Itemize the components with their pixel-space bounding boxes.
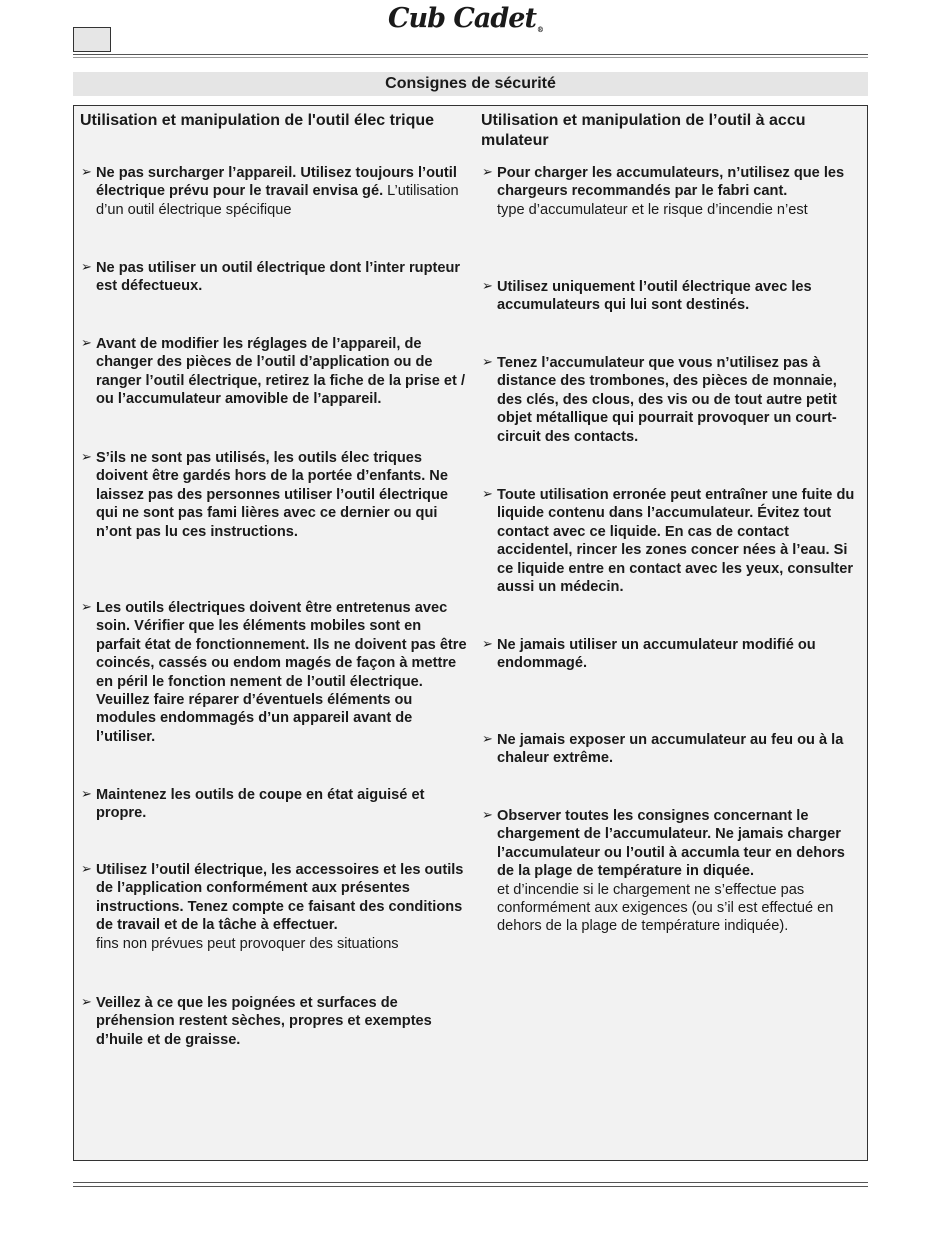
item-bold-text: Pour charger les accumulateurs, n’utilisez que les chargeurs recommandés par le fabri cant. — [497, 165, 845, 200]
registered-mark: ® — [536, 25, 543, 34]
bullet-arrow-icon: ➢ — [482, 279, 493, 294]
footer-rule — [73, 1182, 868, 1183]
right-list-item — [481, 636, 863, 673]
left-list-item — [80, 259, 468, 296]
section-title: Consignes de sécurité — [73, 72, 868, 96]
left-heading-text: Utilisation et manipulation de l'outil élec trique — [80, 112, 435, 129]
footer-rule-second — [73, 1186, 868, 1187]
item-bold-text: Les outils électriques doivent être entretenus avec soin. Vérifier que les éléments mobiles sont en parfait état de fonctionnement. Ils ne doivent pas être coincés, cassés ou endom magés de façon à mettre en péril le fonction nement de l’outil électrique. Veuillez faire réparer d’éventuels éléments ou modules endommagés d’un appareil avant de l’utiliser. — [96, 600, 467, 745]
item-bold-text: Avant de modifier les réglages de l’appareil, de changer des pièces de l’outil d’application ou de ranger l’outil électrique, retirez la fiche de la prise et / ou l’accumulateur amovible de l’appareil. — [96, 336, 466, 408]
left-column-heading — [80, 111, 468, 131]
brand-logo — [388, 3, 568, 37]
bullet-arrow-icon: ➢ — [81, 995, 92, 1010]
item-normal-text: fins non prévues peut provoquer des situations — [96, 935, 399, 952]
item-bold-text: Ne pas surcharger l’appareil. Utilisez toujours l’outil électrique prévu pour le travail envisa gé. — [96, 165, 457, 200]
right-list-item — [481, 731, 863, 768]
bullet-arrow-icon: ➢ — [81, 600, 92, 615]
item-bold-text: Utilisez uniquement l’outil électrique avec les accumulateurs qui lui sont destinés. — [497, 279, 812, 314]
right-list-item — [481, 486, 863, 596]
bullet-arrow-icon: ➢ — [482, 165, 493, 180]
item-bold-text: Observer toutes les consignes concernant le chargement de l’accumulateur. Ne jamais charger l’accumulateur ou l’outil à accumla teur en dehors de la plage de température in diquée. — [497, 808, 845, 880]
right-list-item — [481, 807, 863, 936]
brand-logo-text: Cub Cadet — [388, 3, 536, 34]
left-list-item — [80, 164, 468, 219]
item-bold-text: S’ils ne sont pas utilisés, les outils élec triques doivent être gardés hors de la portée d’enfants. Ne laissez pas des personnes utiliser l’outil électrique qui ne sont pas fami lières avec ce dernier ou qui n’ont pas lu ces instructions. — [96, 450, 448, 540]
right-list-item — [481, 354, 863, 446]
bullet-arrow-icon: ➢ — [482, 808, 493, 823]
right-list-item — [481, 164, 863, 219]
left-column — [80, 111, 468, 1048]
header-rule — [73, 54, 868, 55]
item-normal-text: et d’incendie si le chargement ne s’effectue pas conformément aux exigences (ou s’il est effectué en dehors de la plage de température indiquée). — [497, 881, 834, 935]
bullet-arrow-icon: ➢ — [482, 355, 493, 370]
bullet-arrow-icon: ➢ — [482, 487, 493, 502]
bullet-arrow-icon: ➢ — [81, 450, 92, 465]
page-number-box — [73, 27, 111, 52]
left-list-item — [80, 994, 468, 1049]
item-bold-text: Utilisez l’outil électrique, les accessoires et les outils de l’application conformément aux présentes instructions. Tenez compte ce faisant des conditions de travail et de la tâche à effectuer. — [96, 862, 464, 934]
left-list-item — [80, 861, 468, 953]
left-list-item — [80, 449, 468, 541]
bullet-arrow-icon: ➢ — [482, 732, 493, 747]
content-frame — [73, 105, 868, 1161]
item-bold-text: Veillez à ce que les poignées et surfaces de préhension restent sèches, propres et exemptes d’huile et de graisse. — [96, 995, 432, 1048]
item-bold-text: Ne pas utiliser un outil électrique dont l’inter rupteur est défectueux. — [96, 260, 461, 295]
right-column — [481, 111, 863, 935]
left-list-item — [80, 599, 468, 746]
left-list-item — [80, 335, 468, 409]
item-bold-text: Ne jamais exposer un accumulateur au feu ou à la chaleur extrême. — [497, 732, 844, 767]
header-rule-thin — [73, 57, 868, 58]
item-bold-text: Maintenez les outils de coupe en état aiguisé et propre. — [96, 787, 425, 822]
item-bold-text: Tenez l’accumulateur que vous n’utilisez pas à distance des trombones, des pièces de monnaie, des clés, des clous, des vis ou de tout autre petit objet métallique qui pourrait provoquer un court-circuit des contacts. — [497, 355, 837, 445]
bullet-arrow-icon: ➢ — [81, 862, 92, 877]
bullet-arrow-icon: ➢ — [81, 787, 92, 802]
item-bold-text: Toute utilisation erronée peut entraîner une fuite du liquide contenu dans l’accumulateur. Évitez tout contact avec ce liquide. En cas de contact accidentel, rincer les zones concer nées à l’eau. Si ce liquide entre en contact avec les yeux, consulter aussi un médecin. — [497, 487, 855, 596]
item-bold-text: Ne jamais utiliser un accumulateur modifié ou endommagé. — [497, 637, 816, 672]
right-column-heading — [481, 111, 863, 151]
bullet-arrow-icon: ➢ — [482, 637, 493, 652]
left-list-item — [80, 786, 468, 823]
bullet-arrow-icon: ➢ — [81, 260, 92, 275]
item-normal-text: L’utilisation d’un outil électrique spécifique — [96, 183, 459, 218]
bullet-arrow-icon: ➢ — [81, 165, 92, 180]
right-heading-text: Utilisation et manipulation de l’outil à accu mulateur — [481, 112, 806, 149]
bullet-arrow-icon: ➢ — [81, 336, 92, 351]
right-list-item — [481, 278, 863, 315]
item-normal-text: type d’accumulateur et le risque d’incendie n’est — [497, 201, 808, 218]
